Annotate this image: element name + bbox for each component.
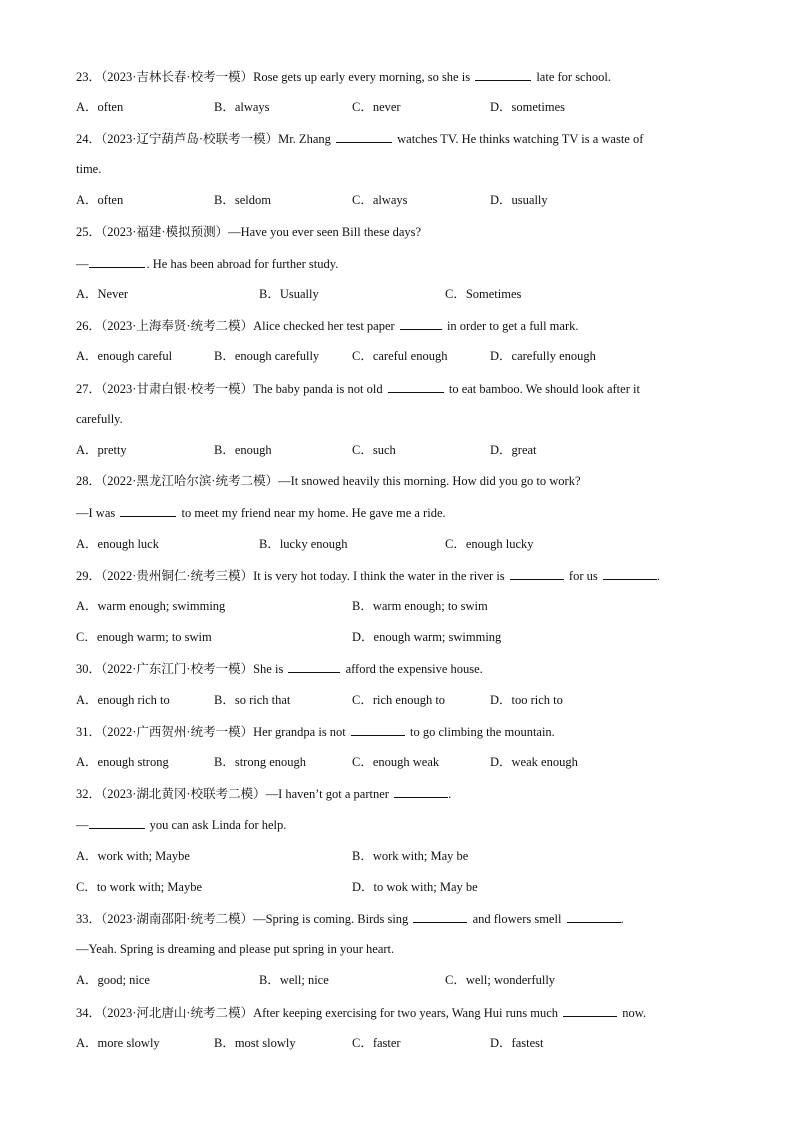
question-text-continued: carefully. [76, 412, 123, 426]
question-text: —Spring is coming. Birds sing [253, 912, 409, 926]
option-a: A．enough careful [76, 349, 173, 363]
question-number: 33． [76, 912, 102, 926]
question-text: late for school. [536, 70, 611, 84]
answer-blank [351, 723, 405, 736]
question-25 [76, 224, 421, 240]
question-28-line2 [76, 504, 446, 521]
question-text: She is [253, 662, 284, 676]
option-a: A．pretty [76, 443, 127, 457]
answer-blank [336, 130, 392, 143]
question-text: Alice checked her test paper [253, 319, 395, 333]
answer-blank [120, 504, 176, 517]
question-text: . He has been abroad for further study. [146, 257, 339, 271]
option-c: C．Sometimes [445, 287, 522, 301]
option-d: D．fastest [490, 1036, 544, 1050]
question-source: （2023·上海奉贤·统考二模） [101, 319, 254, 333]
option-b: B．warm enough; to swim [352, 599, 488, 613]
question-text: It is very hot today. I think the water in the river is [253, 569, 505, 583]
question-number: 34． [76, 1006, 102, 1020]
option-a: A．work with; Maybe [76, 849, 190, 863]
option-b: B．so rich that [214, 693, 291, 707]
question-number: 29． [76, 569, 102, 583]
question-text: — [76, 818, 89, 832]
question-23 [76, 68, 611, 85]
answer-blank [89, 816, 145, 829]
question-source: （2023·辽宁葫芦岛·校联考一模） [101, 132, 279, 146]
question-26 [76, 317, 579, 334]
answer-blank [603, 567, 657, 580]
question-number: 31． [76, 725, 102, 739]
option-d: D．weak enough [490, 755, 578, 769]
question-34 [76, 1004, 646, 1021]
question-text: . [656, 569, 660, 583]
question-text: —I haven’t got a partner [265, 787, 389, 801]
question-text: After keeping exercising for two years, Wang Hui runs much [253, 1006, 559, 1020]
question-text: for us [568, 569, 598, 583]
option-d: D．enough warm; swimming [352, 630, 502, 644]
answer-blank [413, 910, 467, 923]
question-number: 30． [76, 662, 102, 676]
option-b: B．most slowly [214, 1036, 296, 1050]
question-source: （2022·广西贺州·统考一模） [101, 725, 254, 739]
option-d: D．usually [490, 193, 548, 207]
question-text: now. [622, 1006, 647, 1020]
option-c: C．to work with; Maybe [76, 880, 203, 894]
option-b: B．seldom [214, 193, 271, 207]
question-text-continued: time. [76, 162, 102, 176]
option-a: A．Never [76, 287, 129, 301]
option-a: A．often [76, 100, 124, 114]
question-source: （2023·湖南邵阳·统考二模） [101, 912, 254, 926]
option-a: A．enough rich to [76, 693, 170, 707]
question-text: to go climbing the mountain. [410, 725, 555, 739]
option-d: D．great [490, 443, 537, 457]
answer-blank [288, 660, 340, 673]
option-a: A．warm enough; swimming [76, 599, 226, 613]
question-source: （2023·福建·模拟预测） [101, 225, 229, 239]
option-a: A．good; nice [76, 973, 150, 987]
answer-blank [475, 68, 531, 81]
answer-blank [394, 785, 448, 798]
question-number: 23． [76, 70, 102, 84]
answer-blank [388, 380, 444, 393]
option-c: C．well; wonderfully [445, 973, 556, 987]
question-source: （2023·湖北黄冈·校联考二模） [101, 787, 266, 801]
option-c: C．rich enough to [352, 693, 446, 707]
question-27 [76, 380, 640, 397]
question-number: 24． [76, 132, 102, 146]
option-d: D．too rich to [490, 693, 563, 707]
option-b: B．strong enough [214, 755, 307, 769]
question-number: 28． [76, 474, 102, 488]
question-source: （2023·河北唐山·统考二模） [101, 1006, 254, 1020]
option-d: D．to wok with; May be [352, 880, 478, 894]
option-b: B．work with; May be [352, 849, 469, 863]
question-text: . [620, 912, 624, 926]
question-28 [76, 473, 581, 489]
option-b: B．lucky enough [259, 537, 348, 551]
question-number: 32． [76, 787, 102, 801]
question-number: 27． [76, 382, 102, 396]
question-text: —Have you ever seen Bill these days? [228, 225, 422, 239]
question-text: afford the expensive house. [345, 662, 483, 676]
question-32 [76, 785, 451, 802]
question-25-line2 [76, 255, 338, 272]
question-text-continued: —Yeah. Spring is dreaming and please put spring in your heart. [76, 942, 395, 956]
option-b: B．well; nice [259, 973, 329, 987]
answer-blank [563, 1004, 617, 1017]
question-text: —I was [76, 506, 116, 520]
option-d: D．carefully enough [490, 349, 596, 363]
option-b: B．enough carefully [214, 349, 320, 363]
option-c: C．faster [352, 1036, 401, 1050]
question-30 [76, 660, 483, 677]
option-b: B．Usually [259, 287, 319, 301]
question-source: （2023·吉林长春·校考一模） [101, 70, 254, 84]
question-number: 26． [76, 319, 102, 333]
option-b: B．enough [214, 443, 272, 457]
answer-blank [567, 910, 621, 923]
question-text: . [448, 787, 452, 801]
option-a: A．often [76, 193, 124, 207]
question-text: in order to get a full mark. [446, 319, 579, 333]
question-text: and flowers smell [472, 912, 562, 926]
option-c: C．enough lucky [445, 537, 534, 551]
option-c: C．enough warm; to swim [76, 630, 212, 644]
question-text: you can ask Linda for help. [149, 818, 287, 832]
option-c: C．always [352, 193, 408, 207]
question-24 [76, 130, 643, 147]
answer-blank [400, 317, 442, 330]
option-c: C．such [352, 443, 396, 457]
question-text: Her grandpa is not [253, 725, 346, 739]
question-text: The baby panda is not old [253, 382, 383, 396]
answer-blank [510, 567, 564, 580]
option-c: C．enough weak [352, 755, 440, 769]
question-source: （2022·广东江门·校考一模） [101, 662, 254, 676]
question-source: （2022·贵州铜仁·统考三模） [101, 569, 254, 583]
option-d: D．sometimes [490, 100, 565, 114]
question-text: to eat bamboo. We should look after it [448, 382, 640, 396]
question-text: watches TV. He thinks watching TV is a waste of [397, 132, 644, 146]
option-a: A．enough luck [76, 537, 159, 551]
option-b: B．always [214, 100, 270, 114]
question-31 [76, 723, 555, 740]
question-source: （2023·甘肃白银·校考一模） [101, 382, 254, 396]
question-33 [76, 910, 624, 927]
question-source: （2022·黑龙江哈尔滨·统考二模） [101, 474, 279, 488]
option-c: C．never [352, 100, 401, 114]
option-a: A．enough strong [76, 755, 169, 769]
question-text: Mr. Zhang [278, 132, 331, 146]
option-a: A．more slowly [76, 1036, 160, 1050]
question-29 [76, 567, 660, 584]
question-text: Rose gets up early every morning, so she is [253, 70, 471, 84]
option-c: C．careful enough [352, 349, 448, 363]
question-text: —It snowed heavily this morning. How did you go to work? [278, 474, 581, 488]
answer-blank [89, 255, 145, 268]
question-text: — [76, 257, 89, 271]
question-text: to meet my friend near my home. He gave me a ride. [181, 506, 446, 520]
question-number: 25． [76, 225, 102, 239]
question-32-line2 [76, 816, 286, 833]
